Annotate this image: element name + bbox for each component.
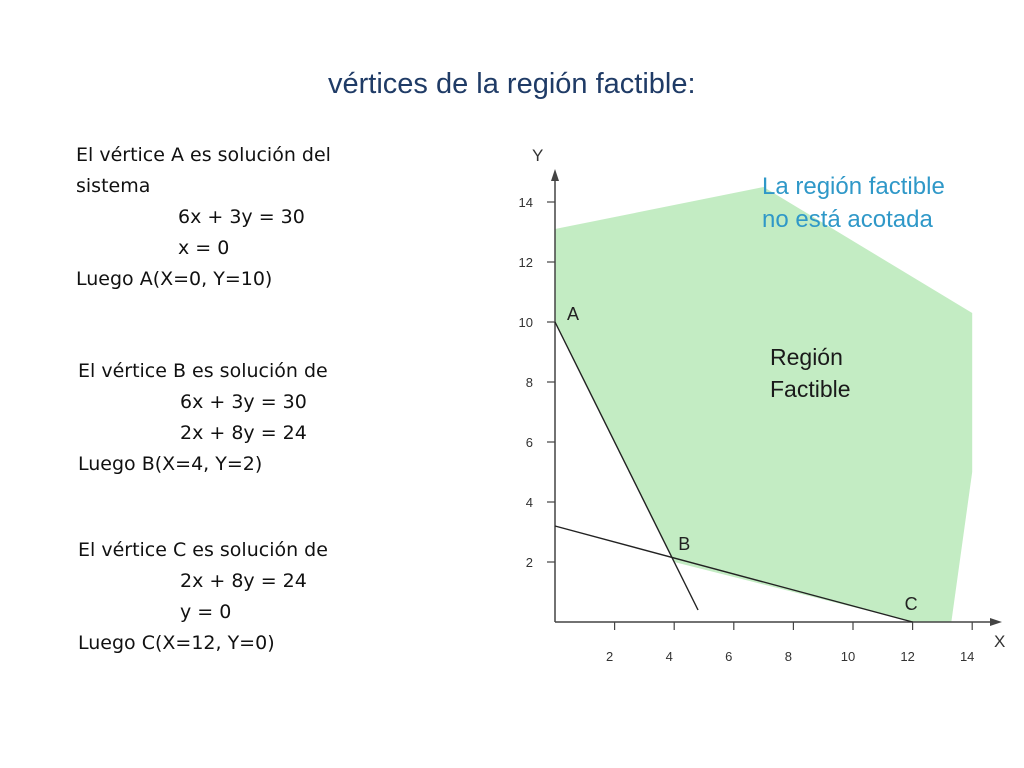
vertex-c-equation-2: y = 0 xyxy=(180,601,232,623)
vertex-b-result: Luego B(X=4, Y=2) xyxy=(78,453,263,475)
vertex-label-a: A xyxy=(567,304,580,324)
vertex-a-intro: El vértice A es solución del sistema xyxy=(76,144,331,197)
y-tick-label: 6 xyxy=(525,435,533,450)
vertex-a-equation-2: x = 0 xyxy=(178,237,230,259)
x-tick-label: 14 xyxy=(959,649,975,664)
x-tick-label: 8 xyxy=(784,649,793,664)
x-tick-label: 4 xyxy=(665,649,673,664)
vertex-label-c: C xyxy=(904,594,918,614)
vertex-a-result: Luego A(X=0, Y=10) xyxy=(76,268,273,290)
vertex-c-explanation xyxy=(78,535,328,659)
feasible-region-area xyxy=(555,187,972,622)
vertex-label-b: B xyxy=(678,534,691,554)
x-tick-label: 10 xyxy=(840,649,856,664)
x-tick-label: 6 xyxy=(725,649,733,664)
x-axis-arrow xyxy=(990,618,1002,626)
y-axis-label: Y xyxy=(532,146,544,165)
slide-title: vértices de la región factible: xyxy=(328,68,696,100)
vertex-c-intro: El vértice C es solución de xyxy=(78,539,328,561)
y-tick-label: 12 xyxy=(518,255,533,270)
vertex-c-result: Luego C(X=12, Y=0) xyxy=(78,632,275,654)
x-tick-label: 12 xyxy=(900,649,915,664)
vertex-b-equation-2: 2x + 8y = 24 xyxy=(180,422,307,444)
y-tick-label: 4 xyxy=(525,495,533,510)
vertex-b-equation-1: 6x + 3y = 30 xyxy=(180,391,307,413)
y-tick-label: 14 xyxy=(518,195,533,210)
vertex-c-equation-1: 2x + 8y = 24 xyxy=(180,570,307,592)
y-axis-arrow xyxy=(551,169,559,181)
vertex-a-equation-1: 6x + 3y = 30 xyxy=(178,206,305,228)
x-tick-label: 2 xyxy=(605,649,614,664)
feasible-region-chart xyxy=(490,135,1020,665)
y-tick-label: 2 xyxy=(525,555,533,570)
vertex-b-explanation xyxy=(78,356,328,480)
unbounded-region-annotation: La región factible no está acotada xyxy=(762,173,945,233)
region-label: Región Factible xyxy=(770,344,851,402)
y-tick-label: 10 xyxy=(518,315,533,330)
x-axis-label: X xyxy=(994,632,1006,651)
vertex-a-explanation xyxy=(76,140,366,295)
vertex-b-intro: El vértice B es solución de xyxy=(78,360,328,382)
y-tick-label: 8 xyxy=(525,375,533,390)
